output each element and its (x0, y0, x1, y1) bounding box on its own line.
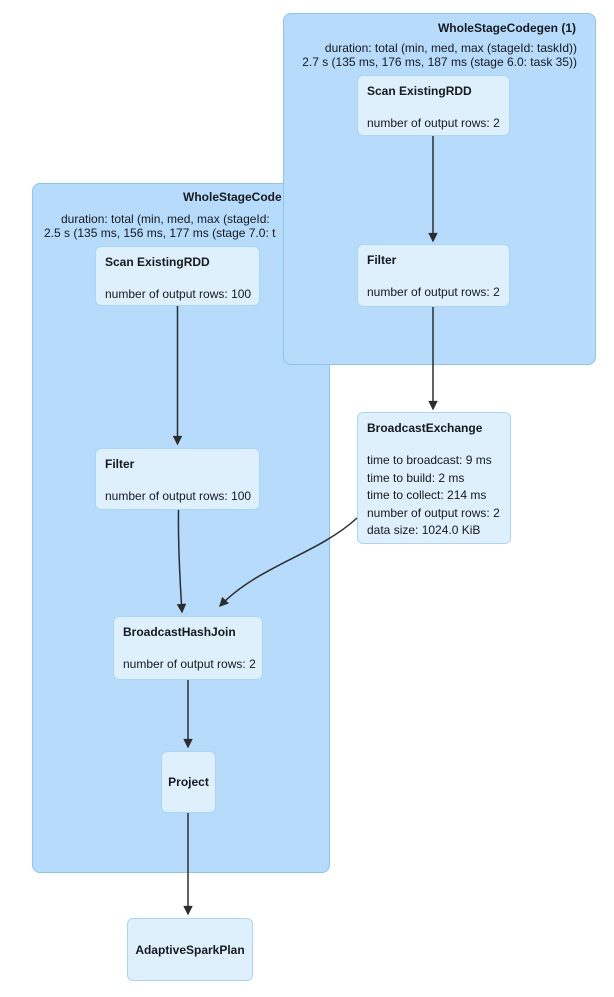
node-title: Scan ExistingRDD (367, 84, 472, 98)
node-metric: number of output rows: 100 (105, 287, 252, 301)
node-metric: time to collect: 214 ms (367, 488, 487, 502)
node-title: Project (168, 775, 209, 789)
node-title: Filter (105, 457, 135, 471)
node-metric: number of output rows: 100 (105, 489, 252, 503)
node-metric: time to build: 2 ms (367, 470, 465, 485)
cluster-duration-value: 2.7 s (135 ms, 176 ms, 187 ms (stage 6.0: task 35)) (302, 55, 577, 69)
node-metric: number of output rows: 2 (123, 657, 256, 671)
node-scan-existingrdd-left[interactable] (95, 246, 260, 306)
node-metric: number of output rows: 2 (367, 505, 500, 520)
node-title: Scan ExistingRDD (105, 255, 210, 269)
node-title: AdaptiveSparkPlan (135, 942, 245, 957)
node-metric: data size: 1024.0 KiB (367, 523, 481, 537)
cluster-title: WholeStageCodegen (1) (437, 21, 576, 35)
node-title: BroadcastHashJoin (123, 625, 236, 639)
node-filter-left[interactable] (95, 448, 260, 510)
node-broadcast-hash-join[interactable] (113, 616, 263, 680)
cluster-title: WholeStageCode (183, 190, 282, 204)
node-metric: number of output rows: 2 (367, 116, 500, 130)
node-adaptive-spark-plan[interactable] (127, 918, 253, 981)
cluster-duration-value: 2.5 s (135 ms, 156 ms, 177 ms (stage 7.0: t (44, 226, 276, 240)
cluster-duration-header: duration: total (min, med, max (stageId: (61, 212, 270, 226)
node-metric: time to broadcast: 9 ms (367, 453, 492, 467)
node-broadcast-exchange[interactable] (357, 412, 511, 544)
node-scan-existingrdd-right[interactable] (357, 75, 510, 136)
cluster-wholestagecodegen-1 (283, 13, 596, 365)
node-title: Filter (367, 253, 397, 267)
node-project[interactable] (161, 751, 216, 813)
cluster-duration-header: duration: total (min, med, max (stageId: taskId)) (324, 41, 577, 55)
node-title: BroadcastExchange (367, 421, 483, 435)
node-filter-right[interactable] (357, 244, 510, 307)
node-metric: number of output rows: 2 (367, 285, 500, 299)
